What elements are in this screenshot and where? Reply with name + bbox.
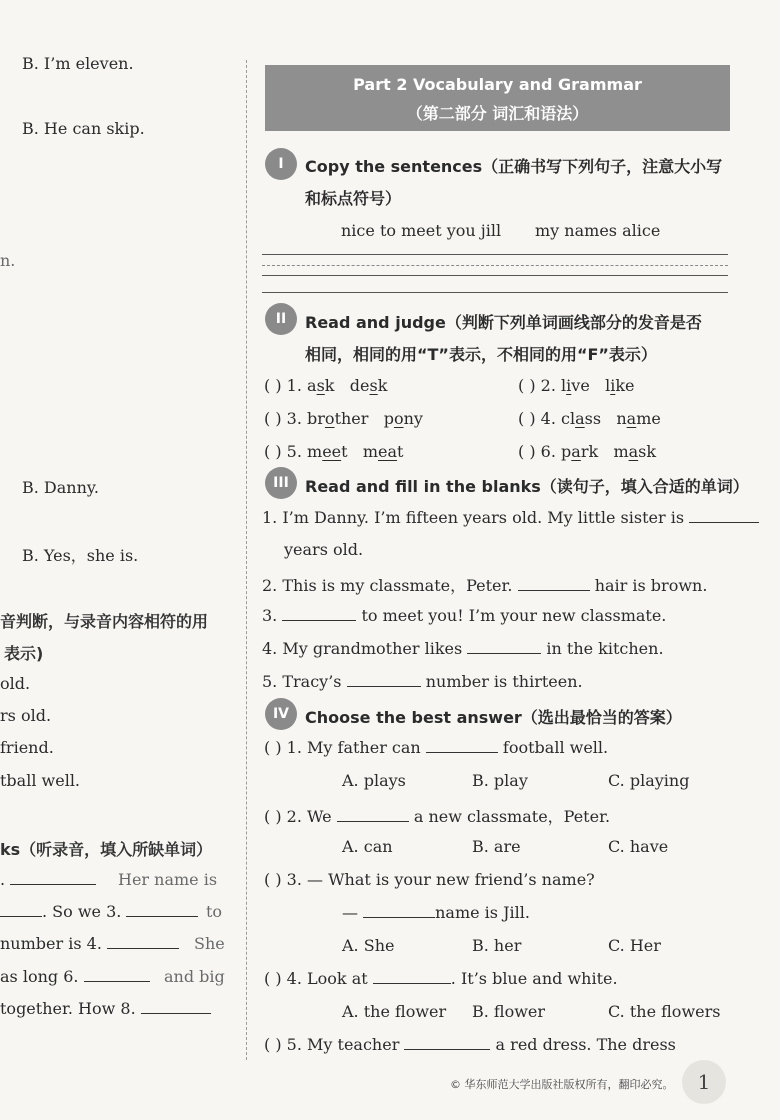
column-divider <box>246 60 247 1060</box>
left-line: . <box>0 870 96 889</box>
choice-question: ( ) 2. We a new classmate，Peter. <box>264 807 611 826</box>
choice-question: ( ) 3. — What is your new friend’s name? <box>264 870 595 889</box>
judge-item: ( ) 2. live like <box>518 376 635 395</box>
fill-question: 3. to meet you! I’m your new classmate. <box>262 606 667 625</box>
choice-question: ( ) 5. My teacher a red dress. The dress <box>264 1035 676 1054</box>
section-title: Read and judge（判断下列单词画线部分的发音是否 <box>305 313 702 332</box>
left-line: old. <box>0 674 31 693</box>
choice-option: A. plays <box>342 771 406 790</box>
fill-question: 1. I’m Danny. I’m fifteen years old. My little sister is <box>262 508 759 527</box>
left-heading: ks（听录音，填入所缺单词） <box>0 840 213 859</box>
left-line: rs old. <box>0 706 52 725</box>
fill-question: 4. My grandmother likes in the kitchen. <box>262 639 664 658</box>
section-title: 和标点符号） <box>305 189 402 208</box>
left-line: B. He can skip. <box>22 119 145 138</box>
judge-item: ( ) 4. class name <box>518 409 661 428</box>
section-number-badge: II <box>265 303 297 335</box>
choice-option: B. play <box>472 771 528 790</box>
choice-option: B. flower <box>472 1002 546 1021</box>
judge-item: ( ) 3. brother pony <box>264 409 423 428</box>
section-title: Read and fill in the blanks（读句子，填入合适的单词） <box>305 477 749 496</box>
fill-question: 2. This is my classmate，Peter. hair is brown. <box>262 576 708 595</box>
left-line: to <box>206 902 223 921</box>
writing-line <box>262 254 728 255</box>
left-line: together. How 8. <box>0 999 211 1018</box>
page-number: 1 <box>682 1060 726 1104</box>
choice-option: B. are <box>472 837 521 856</box>
judge-item: ( ) 1. ask desk <box>264 376 388 395</box>
copyright-notice: © 华东师范大学出版社版权所有，翻印必究。 <box>450 1078 674 1091</box>
part-title: Part 2 Vocabulary and Grammar <box>353 75 642 94</box>
judge-item: ( ) 6. park mask <box>518 442 657 461</box>
writing-line <box>262 275 728 276</box>
left-heading: 表示) <box>4 644 44 663</box>
left-line: Her name is <box>118 870 218 889</box>
choice-option: B. her <box>472 936 522 955</box>
part-subtitle: （第二部分 词汇和语法） <box>406 104 589 123</box>
choice-option: C. the flowers <box>608 1002 721 1021</box>
choice-option: A. can <box>342 837 393 856</box>
choice-question: ( ) 4. Look at . It’s blue and white. <box>264 969 618 988</box>
choice-option: C. playing <box>608 771 690 790</box>
choice-option: A. She <box>342 936 395 955</box>
choice-option: C. Her <box>608 936 661 955</box>
left-line: She <box>194 934 225 953</box>
fill-question: 5. Tracy’s number is thirteen. <box>262 672 583 691</box>
writing-line <box>262 265 728 266</box>
part-header <box>265 65 730 131</box>
left-line: B. Danny. <box>22 478 99 497</box>
section-number-badge: III <box>265 467 297 499</box>
fill-question: years old. <box>284 540 364 559</box>
section-number-badge: I <box>265 148 297 180</box>
left-line: tball well. <box>0 771 81 790</box>
left-line: and big <box>164 967 225 986</box>
section-title: Choose the best answer（选出最恰当的答案） <box>305 708 682 727</box>
copy-sentence: my names alice <box>535 221 661 240</box>
left-line: . So we 3. <box>0 902 198 921</box>
writing-line <box>262 292 728 293</box>
left-column <box>0 0 240 1120</box>
choice-question: ( ) 1. My father can football well. <box>264 738 609 757</box>
choice-question: — name is Jill. <box>342 903 530 922</box>
section-title: Copy the sentences（正确书写下列句子，注意大小写 <box>305 157 723 176</box>
section-number-badge: IV <box>265 698 297 730</box>
copy-sentence: nice to meet you jill <box>341 221 502 240</box>
choice-option: A. the flower <box>342 1002 447 1021</box>
left-line: friend. <box>0 738 54 757</box>
left-line: as long 6. <box>0 967 150 986</box>
left-line: number is 4. <box>0 934 179 953</box>
section-title: 相同，相同的用“T”表示，不相同的用“F”表示） <box>305 345 657 364</box>
left-line: B. I’m eleven. <box>22 54 134 73</box>
judge-item: ( ) 5. meet meat <box>264 442 404 461</box>
left-line: n. <box>0 251 16 270</box>
left-line: B. Yes，she is. <box>22 546 139 565</box>
left-heading: 音判断，与录音内容相符的用 <box>0 612 209 631</box>
choice-option: C. have <box>608 837 669 856</box>
